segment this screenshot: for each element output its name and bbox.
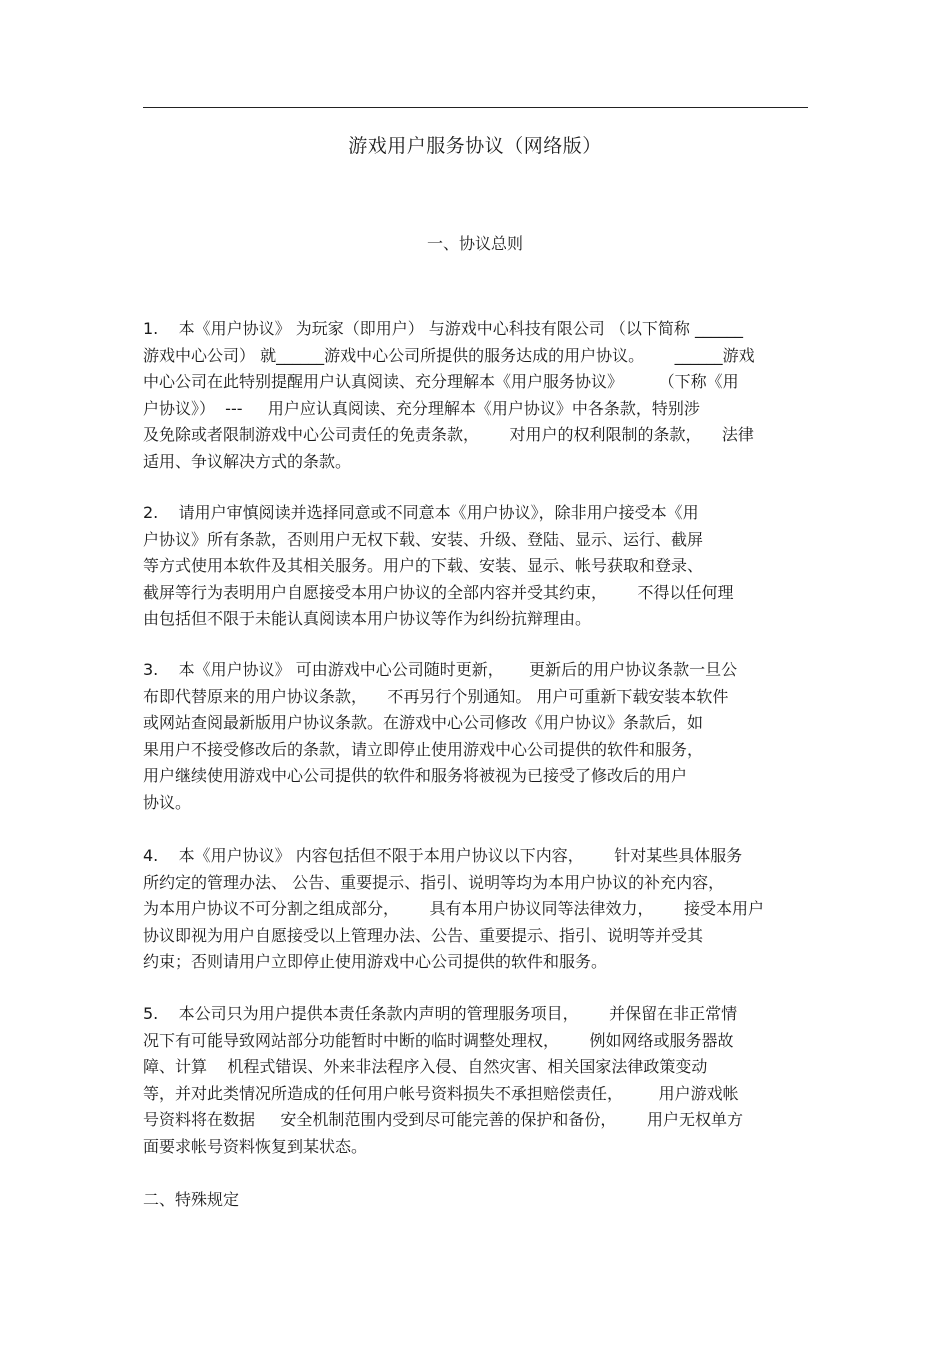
paragraph-2 [143,500,808,633]
paragraph-line: 由包括但不限于未能认真阅读本用户协议等作为纠纷抗辩理由。 [143,609,592,628]
paragraph-line: 协议即视为用户自愿接受以上管理办法、公告、重要提示、指引、说明等并受其 [143,925,704,945]
section-heading-special: 二、特殊规定 [143,1190,240,1209]
paragraph-line: 障、计算 机程式错误、外来非法程序入侵、自然灾害、相关国家法律政策变动 [143,1057,708,1076]
header-rule [143,107,808,108]
paragraph-line: 中心公司在此特别提醒用户认真阅读、充分理解本《用户服务协议》 （下称《用 [143,372,739,391]
paragraph-1 [143,316,808,475]
paragraph-line: 所约定的管理办法、 公告、重要提示、指引、说明等均为本用户协议的补充内容， [143,872,725,892]
section-heading-general: 一、协议总则 [426,234,523,253]
document-title: 游戏用户服务协议（网络版） [348,135,602,157]
paragraph-line: 3. 本《用户协议》 可由游戏中心公司随时更新， 更新后的用户协议条款一旦公 [143,660,738,679]
paragraph-line: 及免除或者限制游戏中心公司责任的免责条款， 对用户的权利限制的条款， 法律 [143,425,754,444]
paragraph-line: 果用户不接受修改后的条款，请立即停止使用游戏中心公司提供的软件和服务， [143,739,704,759]
paragraph-line: 等，并对此类情况所造成的任何用户帐号资料损失不承担赔偿责任， 用户游戏帐 [143,1083,739,1103]
paragraph-line: 户协议》） --- 用户应认真阅读、充分理解本《用户协议》中各条款，特别涉 [143,398,700,418]
paragraph-line: 约束；否则请用户立即停止使用游戏中心公司提供的软件和服务。 [143,952,608,971]
paragraph-line: 4. 本《用户协议》 内容包括但不限于本用户协议以下内容， 针对某些具体服务 [143,846,743,865]
paragraph-line: 户协议》所有条款，否则用户无权下载、安装、升级、登陆、显示、运行、截屏 [143,529,704,549]
paragraph-line: 为本用户协议不可分割之组成部分， 具有本用户协议同等法律效力， 接受本用户 [143,899,765,918]
paragraph-line: 游戏中心公司） 就______游戏中心公司所提供的服务达成的用户协议。 ______游戏 [143,345,755,365]
paragraph-line: 用户继续使用游戏中心公司提供的软件和服务将被视为已接受了修改后的用户 [143,766,688,785]
paragraph-line: 等方式使用本软件及其相关服务。用户的下载、安装、显示、帐号获取和登录、 [143,556,704,575]
paragraph-4 [143,843,808,976]
paragraph-line: 1. 本《用户协议》 为玩家（即用户） 与游戏中心科技有限公司 （以下简称 ______ [143,319,743,338]
paragraph-line: 2. 请用户审慎阅读并选择同意或不同意本《用户协议》，除非用户接受本《用 [143,503,699,522]
paragraph-line: 号资料将在数据 安全机制范围内受到尽可能完善的保护和备份， 用户无权单方 [143,1110,743,1129]
paragraph-line: 或网站查阅最新版用户协议条款。在游戏中心公司修改《用户协议》条款后，如 [143,713,704,732]
paragraph-line: 适用、争议解决方式的条款。 [143,451,352,471]
paragraph-5 [143,1001,808,1160]
paragraph-line: 布即代替原来的用户协议条款， 不再另行个别通知。 用户可重新下载安装本软件 [143,686,729,706]
paragraph-line: 面要求帐号资料恢复到某状态。 [143,1136,368,1156]
paragraph-line: 协议。 [143,792,192,812]
paragraph-line: 5. 本公司只为用户提供本责任条款内声明的管理服务项目， 并保留在非正常情 [143,1004,738,1023]
paragraph-line: 况下有可能导致网站部分功能暂时中断的临时调整处理权， 例如网络或服务器故 [143,1030,734,1050]
paragraph-3 [143,657,808,816]
paragraph-line: 截屏等行为表明用户自愿接受本用户协议的全部内容并受其约束， 不得以任何理 [143,582,734,602]
